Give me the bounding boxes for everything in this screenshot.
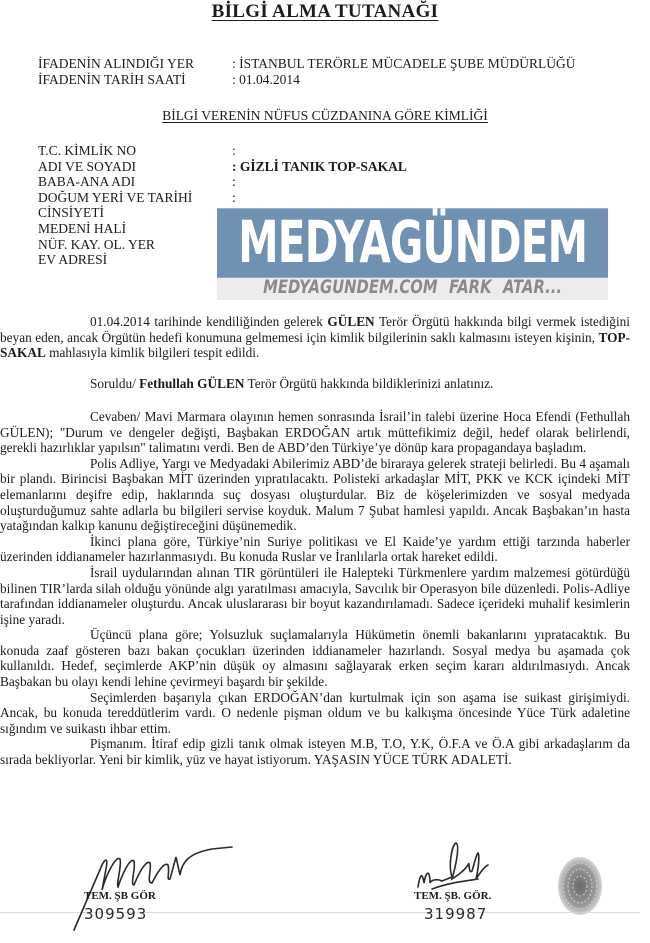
watermark-banner [217, 209, 608, 300]
identity-label: CİNSİYETİ [38, 205, 104, 221]
identity-label: MEDENİ HALİ [38, 220, 127, 236]
signature-number: 309593 [84, 905, 148, 923]
fingerprint-icon [555, 855, 605, 917]
identity-label: BABA-ANA ADI [38, 174, 136, 190]
identity-label: EV ADRESİ [38, 252, 108, 268]
identity-label: NÜF. KAY. OL. YER [38, 236, 155, 252]
question-paragraph: Soruldu/ Fethullah GÜLEN Terör Örgütü hakkında bildiklerinizi anlatınız. [90, 376, 494, 392]
identity-section-title: BİLGİ VERENİN NÜFUS CÜZDANINA GÖRE KİMLİĞİ [162, 108, 488, 123]
identity-row [38, 174, 407, 190]
identity-row [38, 159, 407, 175]
watermark-brand: MEDYAGÜNDEM [237, 209, 588, 277]
intro-paragraph: 01.04.2014 tarihinde kendiliğinden gelerek GÜLEN Terör Örgütü hakkında bilgi vermek istediğini beyan eden, ancak Örgütün hedefi konumuna gelmemesi için kimlik bilgilerinin saklı kalmasını isteyen kişinin, TOP-SAKAL mahlasıyla kimlik bilgileri tespit edildi. [0, 314, 630, 361]
identity-value: : [232, 143, 236, 158]
answer-paragraph: Pişmanım. İtiraf edip gizli tanık olmak isteyen M.B, T.O, Y.K, Ö.F.A ve Ö.A gibi arkadaşlarım da sırada bekliyorlar. Yeni bir kimlik, yüz ve hayat istiyorum. YAŞASIN YÜCE TÜRK ADALETİ. [0, 736, 630, 768]
meta-value: : 01.04.2014 [232, 72, 300, 87]
meta-label: İFADENİN ALINDIĞI YER [38, 56, 194, 71]
meta-value: : İSTANBUL TERÖRLE MÜCADELE ŞUBE MÜDÜRLÜĞÜ [232, 56, 576, 71]
identity-row [38, 143, 407, 159]
answer-paragraph: İsrail uydularından alınan TIR görüntüleri ile Halepteki Türkmenlere yardım malzemesi götürdüğü bilinen TIR’larda silah olduğu yönünde algı yaratılması amacıyla, Savcılık bir Operasyon bile düzenledi. Polis-Adliye tarafından iddianameler oluşturdu. Ancak uluslararası bir boyut kazandırılamadı. Sadece içerideki muhalif kesimlerin işine yaradı. [0, 564, 630, 627]
watermark-tagline-strip [217, 274, 608, 300]
watermark-brand-band [217, 208, 608, 277]
signature-number: 319987 [424, 905, 488, 923]
identity-value: : GİZLİ TANIK TOP-SAKAL [232, 158, 407, 174]
identity-label: ADI VE SOYADI [38, 158, 137, 174]
identity-value: : [232, 174, 236, 190]
identity-row [38, 190, 407, 206]
statement-body [0, 314, 630, 768]
signature-right [412, 835, 512, 935]
statement-meta [38, 56, 576, 88]
answer-paragraph: Cevaben/ Mavi Marmara olayının hemen sonrasında İsrail’in talebi üzerine Hoca Efendi (Fethullah GÜLEN); "Durum ve dengeler değişti, Başbakan ERDOĞAN artık müttefikimiz değil, hedef olarak belirlendi, gerekli hazırlıklar yapılsın" talimatını verdi. Ben de ABD’den Türkiye’ye dönüp kara propagandaya başladım. [0, 408, 630, 456]
signature-left [72, 835, 252, 935]
meta-row-date [38, 72, 576, 88]
signature-caption: TEM. ŞB. GÖR. [414, 890, 492, 902]
document-title: BİLGİ ALMA TUTANAĞI [211, 1, 439, 22]
identity-value: : [232, 189, 236, 205]
answer-paragraph: Polis Adliye, Yargı ve Medyadaki Abilerimiz ABD’de biraraya gelerek strateji belirledi. Bu 4 aşamalı bir plandı. Birincisi Başbakan MİT üzerinden yıpratılacaktı. Polisteki arkadaşlar MİT, PKK ve KCK içindeki MİT elemanlarını deşifre edip, haklarında suç dosyası oluşturdular. Biz de köşelerimizden ve sosyal medyada oluşturduğumuz sahte adlarla bu bilgileri servise koyduk. Malum 7 Şubat hamlesi yapıldı. Ancak Başbakan’ın hasta yatağından kalkıp kanunu değiştireceğini düşünemedik. [0, 455, 630, 534]
answer-paragraph: İkinci plana göre, Türkiye’nin Suriye politikası ve El Kaide’ye yardım ettiği tarzında haberler üzerinden iddianameler hazırlanmasıydı. Bu konuda Ruslar ve İranlılarla ortak hareket edildi. [0, 533, 630, 565]
meta-label: İFADENİN TARİH SAATİ [38, 72, 186, 87]
identity-label: T.C. KİMLİK NO [38, 143, 136, 158]
signature-area [0, 835, 650, 943]
answer-paragraph: Üçüncü plana göre; Yolsuzluk suçlamalarıyla Hükümetin önemli bakanlarını yıpratacaktık. Bu konuda zaaf gösteren bazı bakan çocukları üzerinden iddianameler hazırlandı. Sosyal medya bu aşamada çok kullanıldı. Hedef, seçimlerde AKP’nin düşük oy almasını sağlayarak erken seçim kararı aldırılmasıydı. Ancak Başbakan bu olayı kendi lehine çevirmeyi başardı bir şekilde. [0, 627, 630, 690]
answer-paragraph: Seçimlerden başarıyla çıkan ERDOĞAN’dan kurtulmak için son aşama ise suikast girişimiydi. Ancak, bu konuda tereddütlerim vardı. O nedenle pişman oldum ve bu kalkışma öncesinde Yüce Türk adaletine sığındım ve suikastı ihbar ettim. [0, 689, 630, 736]
watermark-tagline: MEDYAGUNDEM.COM FARK ATAR... [263, 276, 562, 298]
identity-label: DOĞUM YERİ VE TARİHİ [38, 189, 193, 205]
meta-row-location [38, 56, 576, 72]
signature-caption: TEM. ŞB GÖR [84, 890, 156, 902]
